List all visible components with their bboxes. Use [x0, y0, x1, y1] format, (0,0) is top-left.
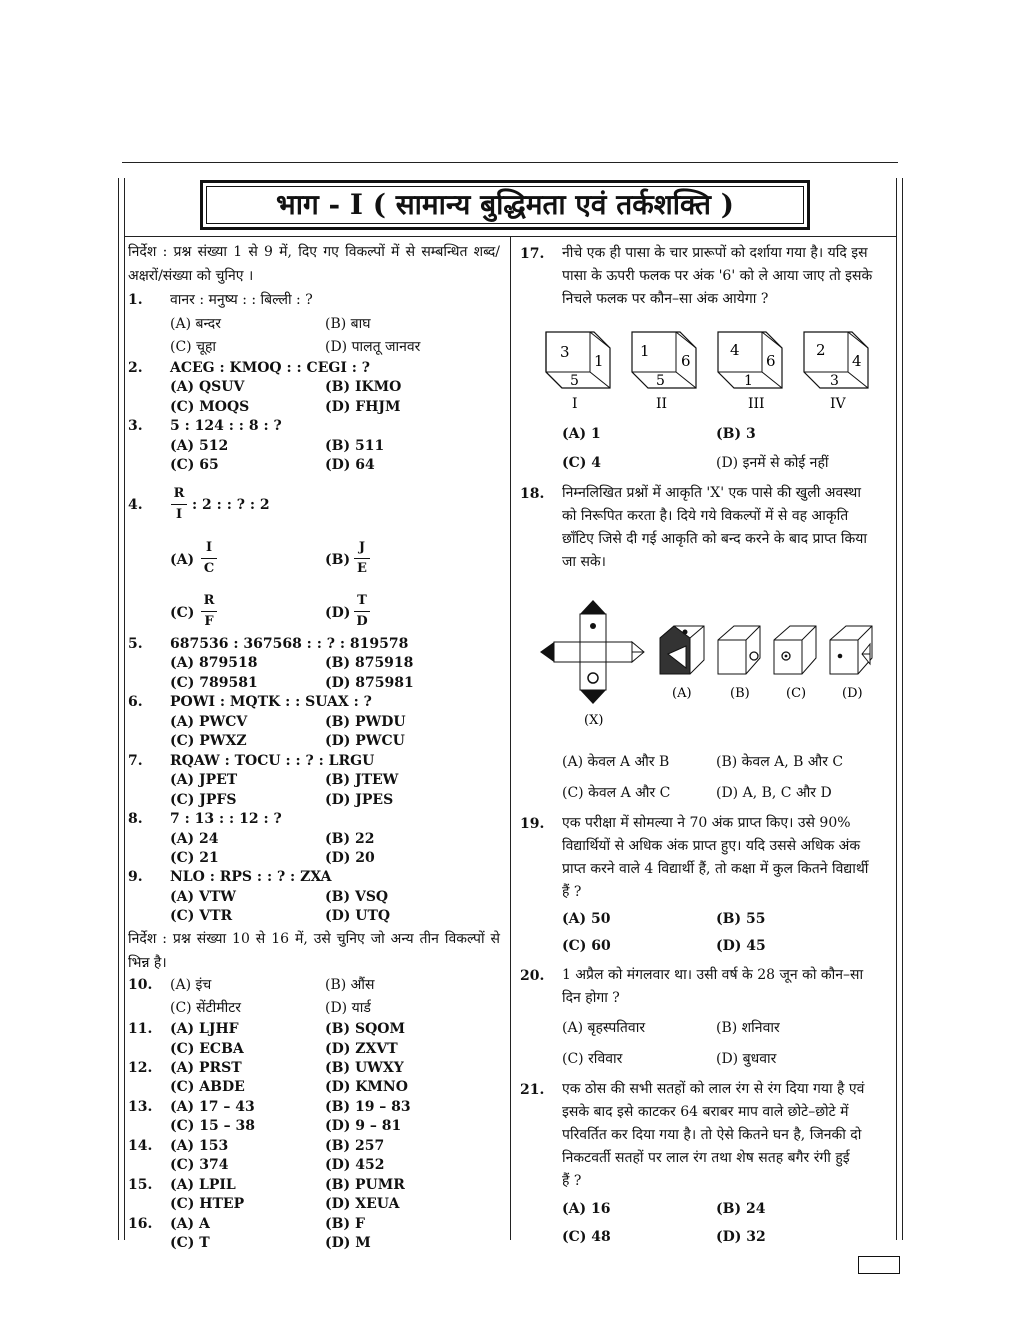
q21-option-b[interactable]: (B) 24 [716, 1201, 766, 1217]
q20-option-b[interactable]: (B) शनिवार [716, 1020, 780, 1036]
direction-2: निर्देश : प्रश्न संख्या 10 से 16 में, उसे चुनिए जो अन्य तीन विकल्पों से भिन्न है। [128, 931, 500, 971]
q7-option-c[interactable]: (C) JPFS [170, 792, 237, 808]
q21-option-a[interactable]: (A) 16 [562, 1201, 611, 1217]
q17-die-2 [632, 332, 696, 389]
q17-option-c[interactable]: (C) 4 [562, 455, 602, 471]
q17-die-4-side: 4 [852, 352, 862, 370]
q10-option-d[interactable]: (D) यार्ड [325, 1000, 371, 1016]
q5-number: 5. [128, 636, 143, 652]
q18-label-b: (B) [730, 686, 750, 701]
q3-option-c[interactable]: (C) 65 [170, 457, 219, 473]
q4-option-b-fraction[interactable] [354, 540, 370, 577]
q5-option-c[interactable]: (C) 789581 [170, 675, 258, 691]
q2-number: 2. [128, 360, 143, 376]
q9-text: NLO : RPS : : ? : ZXA [170, 869, 332, 885]
q17-option-b[interactable]: (B) 3 [716, 426, 756, 442]
q8-text: 7 : 13 : : 12 : ? [170, 811, 282, 827]
q3-option-d[interactable]: (D) 64 [325, 457, 375, 473]
q18-option-d[interactable]: (D) A, B, C और D [716, 785, 832, 801]
q3-number: 3. [128, 418, 143, 434]
q20-number: 20. [520, 968, 545, 984]
q21-line-1: एक ठोस की सभी सतहों को लाल रंग से रंग दिया गया है एवं [562, 1081, 865, 1097]
top-rule [122, 162, 898, 163]
q18-net [540, 600, 644, 704]
q13-number: 13. [128, 1099, 153, 1115]
q17-die-4 [804, 332, 868, 389]
q4-option-b-label[interactable]: (B) [325, 552, 351, 568]
q21-line-2: इसके बाद इसे काटकर 64 बराबर माप वाले छोटे–छोटे में [562, 1104, 849, 1120]
q9-option-d[interactable]: (D) UTQ [325, 908, 391, 924]
q1-number: 1. [128, 292, 143, 308]
q5-option-a[interactable]: (A) 879518 [170, 655, 258, 671]
q4-option-a-fraction[interactable] [201, 540, 217, 577]
q19-line-3: प्राप्त करने वाले 4 विद्यार्थी हैं, तो कक्षा में कुल कितने विद्यार्थी [562, 861, 869, 877]
q6-option-b[interactable]: (B) PWDU [325, 714, 406, 730]
q14-option-d[interactable]: (D) 452 [325, 1157, 385, 1173]
q16-option-d[interactable]: (D) M [325, 1235, 371, 1251]
q7-option-b[interactable]: (B) JTEW [325, 772, 399, 788]
q15-option-c[interactable]: (C) HTEP [170, 1196, 245, 1212]
q7-option-a[interactable]: (A) JPET [170, 772, 238, 788]
q17-die-2-label: II [656, 396, 668, 412]
q2-text: ACEG : KMOQ : : CEGI : ? [170, 360, 370, 376]
q21-option-c[interactable]: (C) 48 [562, 1229, 611, 1245]
q19-option-d[interactable]: (D) 45 [716, 938, 766, 954]
q17-dice-figure [540, 326, 880, 412]
q1-option-d[interactable]: (D) पालतू जानवर [325, 339, 421, 355]
q4-option-c-label[interactable]: (C) [170, 605, 195, 621]
q13-option-c[interactable]: (C) 15 – 38 [170, 1118, 255, 1134]
q4-option-a-label[interactable]: (A) [170, 552, 195, 568]
q4-a-bottom: C [203, 561, 215, 576]
q4-fraction-top: R [173, 486, 185, 501]
q17-line-3: निचले फलक पर कौन–सा अंक आयेगा ? [562, 291, 769, 307]
q18-label-a: (A) [672, 686, 692, 701]
q20-option-c[interactable]: (C) रविवार [562, 1051, 623, 1067]
q19-option-b[interactable]: (B) 55 [716, 911, 766, 927]
q4-fraction-bottom: I [175, 507, 183, 522]
q15-number: 15. [128, 1177, 153, 1193]
q18-cube-d [830, 626, 872, 674]
q3-text: 5 : 124 : : 8 : ? [170, 418, 282, 434]
q14-option-b[interactable]: (B) 257 [325, 1138, 385, 1154]
q21-line-4: निकटवर्ती सतहों पर लाल रंग तथा शेष सतह बगैर रंगी हुई [562, 1150, 850, 1166]
q5-option-b[interactable]: (B) 875918 [325, 655, 414, 671]
q17-line-2: पासा के ऊपरी फलक पर अंक '6' को ले आया जाए तो इसके [562, 268, 873, 284]
frame-left-inner [124, 178, 125, 1240]
q18-option-b[interactable]: (B) केवल A, B और C [716, 754, 844, 770]
q16-number: 16. [128, 1216, 153, 1232]
q6-text: POWI : MQTK : : SUAX : ? [170, 694, 372, 710]
q18-line-4: जा सके। [562, 554, 606, 570]
q3-option-b[interactable]: (B) 511 [325, 438, 385, 454]
q18-cube-a [660, 626, 704, 674]
q17-die-3-label: III [748, 396, 765, 412]
q15-option-a[interactable]: (A) LPIL [170, 1177, 236, 1193]
q19-line-2: विद्यार्थियों से अधिक अंक प्राप्त हुए। यदि उससे अधिक अंक [562, 838, 861, 854]
q19-option-a[interactable]: (A) 50 [562, 911, 611, 927]
q17-die-1-label: I [572, 396, 578, 412]
q6-number: 6. [128, 694, 143, 710]
frame-left-outer [118, 178, 119, 1240]
q17-die-3-side: 6 [766, 352, 776, 370]
q13-option-b[interactable]: (B) 19 – 83 [325, 1099, 411, 1115]
q9-number: 9. [128, 869, 143, 885]
page-title: भाग - I ( सामान्य बुद्धिमता एवं तर्कशक्ति ) [276, 188, 734, 221]
q12-option-d[interactable]: (D) KMNO [325, 1079, 408, 1095]
q20-option-a[interactable]: (A) बृहस्पतिवार [562, 1020, 646, 1036]
q21-line-3: परिवर्तित कर दिया गया है। तो ऐसे कितने घन है, जिनकी दो [562, 1127, 862, 1143]
q19-line-1: एक परीक्षा में सोमल्या ने 70 अंक प्राप्त किए। उसे 90% [562, 815, 851, 831]
q17-die-1-front: 3 [560, 343, 570, 361]
q18-option-a[interactable]: (A) केवल A और B [562, 754, 670, 770]
q19-line-4: हैं ? [562, 884, 582, 900]
q19-number: 19. [520, 816, 545, 832]
q14-option-a[interactable]: (A) 153 [170, 1138, 229, 1154]
q16-option-c[interactable]: (C) T [170, 1235, 210, 1251]
q9-option-b[interactable]: (B) VSQ [325, 889, 389, 905]
q4-text: : 2 : : ? : 2 [192, 497, 270, 513]
q12-option-a[interactable]: (A) PRST [170, 1060, 242, 1076]
q10-option-c[interactable]: (C) सेंटीमीटर [170, 1000, 242, 1016]
q5-option-d[interactable]: (D) 875981 [325, 675, 414, 691]
q6-option-a[interactable]: (A) PWCV [170, 714, 248, 730]
q4-d-top: T [357, 593, 367, 608]
q17-die-3-top: 1 [744, 373, 753, 389]
direction-1: निर्देश : प्रश्न संख्या 1 से 9 में, दिए गए विकल्पों में से सम्बन्धित शब्द/अक्षरों/संख्या को चुनिए । [128, 244, 500, 284]
q4-option-d-fraction[interactable] [354, 593, 370, 630]
q9-option-a[interactable]: (A) VTW [170, 889, 236, 905]
q1-option-b[interactable]: (B) बाघ [325, 316, 371, 332]
frame-right-inner [896, 178, 897, 1240]
q17-die-4-label: IV [830, 396, 846, 412]
q15-option-d[interactable]: (D) XEUA [325, 1196, 400, 1212]
q17-die-1 [546, 332, 610, 389]
page-number-box [858, 1256, 900, 1274]
q1-text: वानर : मनुष्य : : बिल्ली : ? [170, 292, 313, 308]
q12-option-b[interactable]: (B) UWXY [325, 1060, 404, 1076]
q8-option-c[interactable]: (C) 21 [170, 850, 219, 866]
q17-option-d[interactable]: (D) इनमें से कोई नहीं [716, 455, 829, 471]
q11-option-a[interactable]: (A) LJHF [170, 1021, 239, 1037]
q18-label-x: (X) [584, 713, 604, 728]
q15-option-b[interactable]: (B) PUMR [325, 1177, 405, 1193]
q6-option-d[interactable]: (D) PWCU [325, 733, 405, 749]
q4-b-bottom: E [357, 561, 367, 576]
q2-option-a[interactable]: (A) QSUV [170, 379, 245, 395]
q18-number: 18. [520, 486, 545, 502]
q2-option-d[interactable]: (D) FHJM [325, 399, 401, 415]
q14-number: 14. [128, 1138, 153, 1154]
q18-figure [536, 596, 876, 730]
q11-option-d[interactable]: (D) ZXVT [325, 1041, 398, 1057]
column-divider [510, 236, 511, 1240]
q12-number: 12. [128, 1060, 153, 1076]
q17-die-1-top: 5 [570, 373, 579, 389]
q8-option-b[interactable]: (B) 22 [325, 831, 375, 847]
q4-fraction [171, 486, 187, 523]
q17-die-2-front: 1 [640, 342, 650, 360]
q20-line-2: दिन होगा ? [562, 990, 620, 1006]
q17-die-4-top: 3 [830, 373, 839, 389]
q2-option-b[interactable]: (B) IKMO [325, 379, 402, 395]
q4-d-bottom: D [356, 614, 368, 629]
q21-line-5: हैं ? [562, 1173, 582, 1189]
q8-number: 8. [128, 811, 143, 827]
q21-option-d[interactable]: (D) 32 [716, 1229, 766, 1245]
q17-die-1-side: 1 [594, 352, 604, 370]
q7-option-d[interactable]: (D) JPES [325, 792, 394, 808]
q21-number: 21. [520, 1082, 545, 1098]
q4-c-bottom: F [204, 614, 214, 629]
q17-die-3 [718, 332, 782, 389]
q10-number: 10. [128, 977, 153, 993]
q4-option-c-fraction[interactable] [201, 593, 217, 630]
q4-option-d-label[interactable]: (D) [325, 605, 351, 621]
q8-option-d[interactable]: (D) 20 [325, 850, 375, 866]
q19-option-c[interactable]: (C) 60 [562, 938, 611, 954]
q18-label-c: (C) [786, 686, 807, 701]
q1-option-c[interactable]: (C) चूहा [170, 339, 217, 355]
q18-line-1: निम्नलिखित प्रश्नों में आकृति 'X' एक पासे की खुली अवस्था [562, 485, 862, 501]
q17-line-1: नीचे एक ही पासा के चार प्रारूपों को दर्शाया गया है। यदि इस [562, 245, 868, 261]
q4-c-top: R [203, 593, 215, 608]
q8-option-a[interactable]: (A) 24 [170, 831, 219, 847]
q13-option-d[interactable]: (D) 9 – 81 [325, 1118, 402, 1134]
q18-cube-b [718, 626, 760, 674]
q10-option-b[interactable]: (B) औंस [325, 977, 375, 993]
q5-text: 687536 : 367568 : : ? : 819578 [170, 636, 409, 652]
q10-option-a[interactable]: (A) इंच [170, 977, 212, 993]
q20-line-1: 1 अप्रैल को मंगलवार था। उसी वर्ष के 28 जून को कौन–सा [562, 967, 864, 983]
frame-right-outer [902, 178, 903, 1240]
q1-option-a[interactable]: (A) बन्दर [170, 316, 221, 332]
q13-option-a[interactable]: (A) 17 – 43 [170, 1099, 255, 1115]
q7-number: 7. [128, 753, 143, 769]
q12-option-c[interactable]: (C) ABDE [170, 1079, 245, 1095]
q17-option-a[interactable]: (A) 1 [562, 426, 601, 442]
q17-number: 17. [520, 246, 545, 262]
q2-option-c[interactable]: (C) MOQS [170, 399, 250, 415]
q4-a-top: I [205, 540, 213, 555]
q18-option-c[interactable]: (C) केवल A और C [562, 785, 671, 801]
q4-b-top: J [358, 540, 366, 555]
q9-option-c[interactable]: (C) VTR [170, 908, 233, 924]
q17-die-4-front: 2 [816, 341, 826, 359]
q3-option-a[interactable]: (A) 512 [170, 438, 229, 454]
q6-option-c[interactable]: (C) PWXZ [170, 733, 247, 749]
q4-number: 4. [128, 497, 143, 513]
q14-option-c[interactable]: (C) 374 [170, 1157, 229, 1173]
q11-option-c[interactable]: (C) ECBA [170, 1041, 244, 1057]
q18-line-3: छाँटिए जिसे दी गई आकृति को बन्द करने के बाद प्राप्त किया [562, 531, 867, 547]
q11-number: 11. [128, 1021, 153, 1037]
q17-die-3-front: 4 [730, 341, 740, 359]
q18-label-d: (D) [842, 686, 863, 701]
q7-text: RQAW : TOCU : : ? : LRGU [170, 753, 375, 769]
q11-option-b[interactable]: (B) SQOM [325, 1021, 405, 1037]
q16-option-a[interactable]: (A) A [170, 1216, 210, 1232]
q17-die-2-top: 5 [656, 373, 665, 389]
q17-die-2-side: 6 [681, 352, 691, 370]
q18-line-2: को निरूपित करता है। दिये गये विकल्पों में से वह आकृति [562, 508, 849, 524]
q20-option-d[interactable]: (D) बुधवार [716, 1051, 777, 1067]
q18-cube-c [774, 626, 816, 674]
q16-option-b[interactable]: (B) F [325, 1216, 365, 1232]
